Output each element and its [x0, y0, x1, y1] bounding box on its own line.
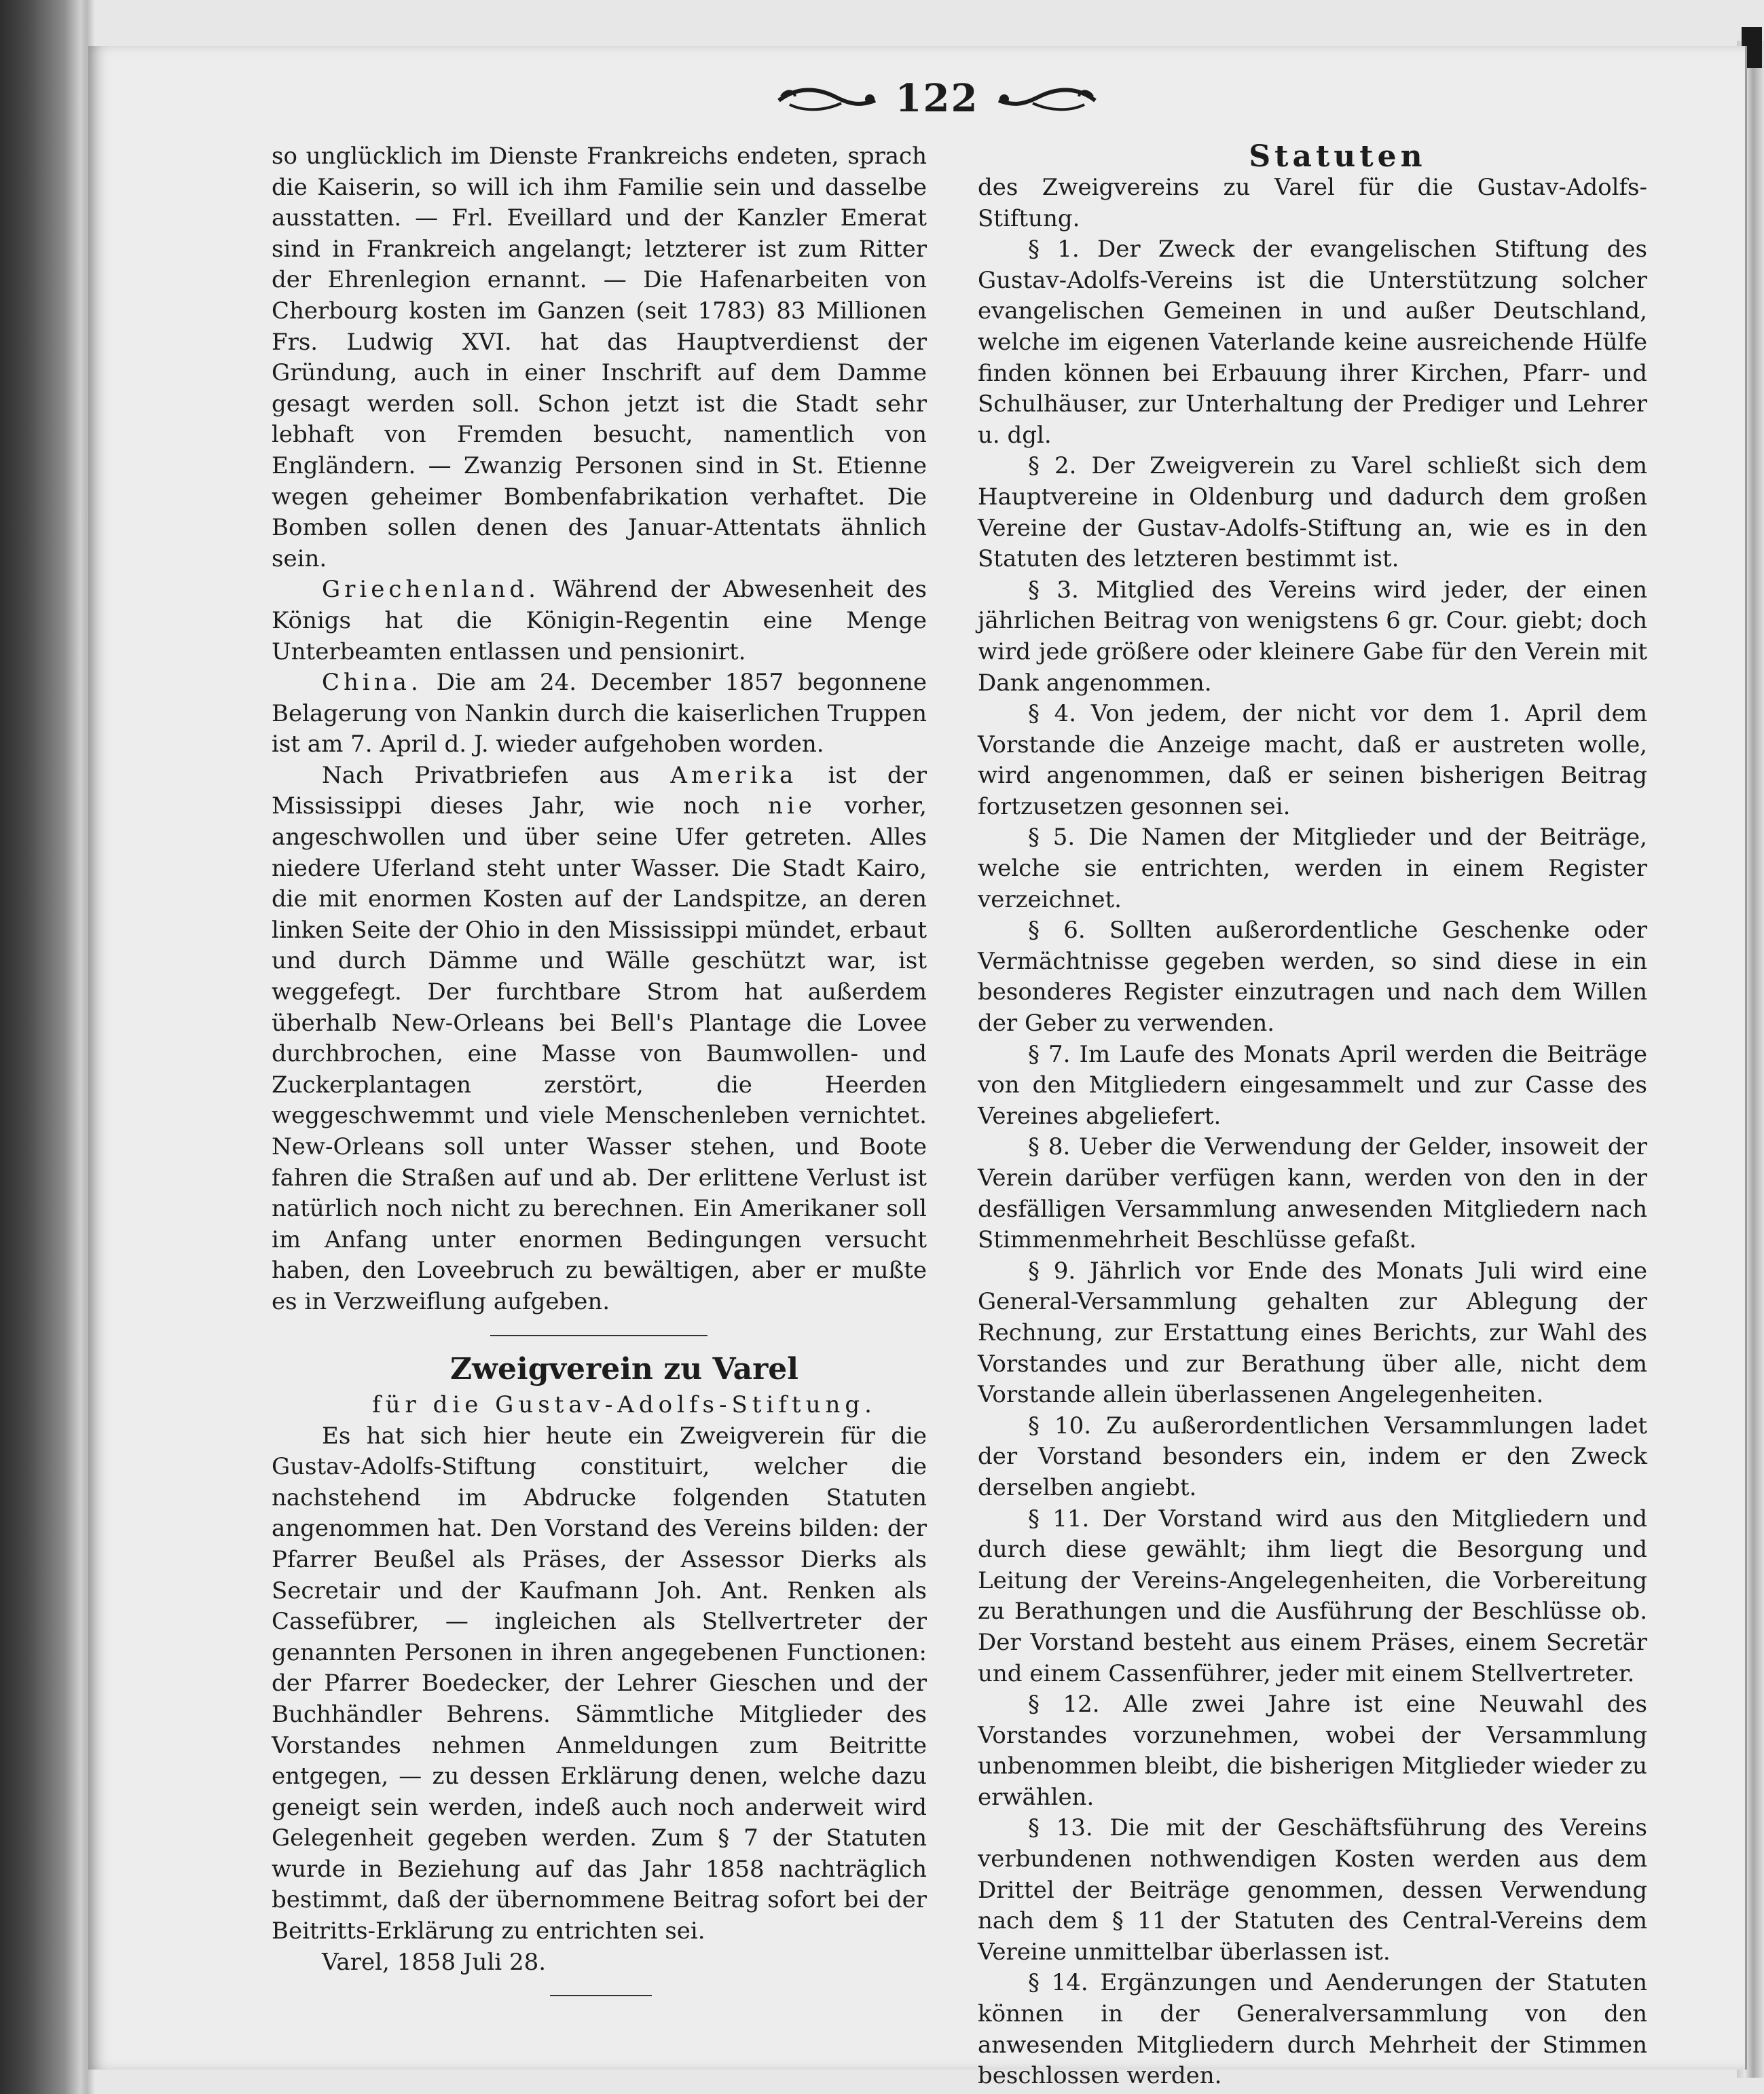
statute-7: § 7. Im Laufe des Monats April werden die Beiträge von den Mitgliedern eingesammelt und zur Casse des Vereines abgeliefert.: [978, 1040, 1647, 1130]
statute-8: § 8. Ueber die Verwendung der Gelder, insoweit der Verein darüber verfügen kann, werden von den in der desfälligen Versammlung anwesenden Mitgliedern nach Stimmenmehrheit Beschlüsse gefaßt.: [978, 1133, 1647, 1254]
greece-text: Während der Abwesenheit des Königs hat die Königin-Regentin eine Menge Unterbeamten entlassen und pensionirt.: [272, 576, 927, 665]
statuten-subtitle: des Zweigvereins zu Varel für die Gustav-Adolfs-Stiftung.: [978, 174, 1647, 232]
america-mid: ist der Mississippi dieses Jahr, wie noch: [272, 761, 927, 820]
date-line: Varel, 1858 Juli 28.: [322, 1948, 547, 1976]
america-label: Amerika: [670, 761, 798, 789]
statute-2: § 2. Der Zweigverein zu Varel schließt sich dem Hauptvereine in Oldenburg und dadurch dem großen Vereine der Gustav-Adolfs-Stiftung an, wie es in den Statuten des letzteren bestimmt ist.: [978, 452, 1647, 573]
statute-5: § 5. Die Namen der Mitglieder und der Beiträge, welche sie entrichten, werden in einem Register verzeichnet.: [978, 824, 1647, 913]
left-column: [272, 141, 927, 2010]
statute-11: § 11. Der Vorstand wird aus den Mitgliedern und durch diese gewählt; ihm liegt die Besorgung und Leitung der Vereins-Angelegenheiten, die Vorbereitung zu Berathungen und die Ausführung der Beschlüsse ob. Der Vorstand besteht aus einem Präses, einem Secretär und einem Cassenführer, jeder mit einem Stellvertreter.: [978, 1505, 1647, 1687]
varel-heading: Zweigverein zu Varel: [449, 1351, 799, 1386]
greece-label: Griechenland.: [322, 576, 540, 604]
statute-10: § 10. Zu außerordentlichen Versammlungen ladet der Vorstand besonders ein, indem er den Zweck derselben angiebt.: [978, 1412, 1647, 1501]
varel-subheading: für die Gustav-Adolfs-Stiftung.: [372, 1391, 877, 1418]
page-header: [760, 68, 1114, 129]
statute-13: § 13. Die mit der Geschäftsführung des Vereins verbundenen nothwendigen Kosten werden aus dem Drittel der Beiträge genommen, dessen Verwendung nach dem § 11 der Statuten des Central-Vereins dem Vereine unmittelbar überlassen ist.: [978, 1814, 1647, 1966]
statuten-title: Statuten: [1249, 139, 1427, 174]
china-paragraph: [272, 667, 927, 760]
section-divider: [272, 1318, 927, 1351]
america-pre: Nach Privatbriefen aus: [322, 761, 671, 789]
statute-14: § 14. Ergänzungen und Aenderungen der Statuten können in der Generalversammlung von den anwesenden Mitgliedern durch Mehrheit der Stimmen beschlossen werden.: [978, 1969, 1647, 2090]
america-text: vorher, angeschwollen und über seine Ufer getreten. Alles niedere Uferland steht unter Wasser. Die Stadt Kairo, die mit enormen Kosten auf der Landspitze, an deren linken Seite der Ohio in den Mississippi mündet, erbaut und durch Dämme und Wälle geschützt war, ist weggefegt. Der furchtbare Strom hat außerdem überhalb New-Orleans bei Bell's Plantage die Lovee durchbrochen, eine Masse von Baumwollen- und Zuckerplantagen zerstört, die Heerden weggeschwemmt und viele Menschenleben vernichtet. New-Orleans soll unter Wasser stehen, und Boote fahren die Straßen auf und ab. Der erlittene Verlust ist natürlich noch nicht zu berechnen. Ein Amerikaner soll im Anfang unter enormen Bedingungen versucht haben, den Loveebruch zu bewältigen, aber er mußte es in Verzweiflung aufgeben.: [272, 792, 927, 1315]
right-column: [978, 141, 1647, 2092]
page-number: 122: [895, 76, 979, 121]
varel-paragraph: Es hat sich hier heute ein Zweigverein für die Gustav-Adolfs-Stiftung constituirt, welcher die nachstehend im Abdrucke folgenden Statuten angenommen hat. Den Vorstand des Vereins bilden: der Pfarrer Beußel als Präses, der Assessor Dierks als Secretair und der Kaufmann Joh. Ant. Renken als Cassefübrer, — ingleichen als Stellvertreter der genannten Personen in ihren angegebenen Functionen: der Pfarrer Boedecker, der Lehrer Gieschen und der Buchhändler Behrens. Sämmtliche Mitglieder des Vorstandes nehmen Anmeldungen zum Beitritte entgegen, — zu dessen Erklärung denen, welche dazu geneigt sein werden, indeß auch noch anderweit wird Gelegenheit gegeben werden. Zum § 7 der Statuten wurde in Beziehung auf das Jahr 1858 nachträglich bestimmt, daß der übernommene Beitrag sofort bei der Beitritts-Erklärung zu entrichten sei.: [272, 1422, 927, 1945]
china-label: China.: [322, 669, 422, 697]
china-text: Die am 24. December 1857 begonnene Belagerung von Nankin durch die kaiserlichen Truppen ist am 7. April d. J. wieder aufgehoben worden.: [272, 669, 927, 758]
america-paragraph: [272, 760, 927, 1318]
france-paragraph: so unglücklich im Dienste Frankreichs endeten, sprach die Kaiserin, so will ich ihm Familie sein und dasselbe ausstatten. — Frl. Eveillard und der Kanzler Emerat sind in Frankreich angelangt; letzterer ist zum Ritter der Ehrenlegion ernannt. — Die Hafenarbeiten von Cherbourg kosten im Ganzen (seit 1783) 83 Millionen Frs. Ludwig XVI. hat das Hauptverdienst der Gründung, auch in einer Inschrift auf dem Damme gesagt werden soll. Schon jetzt ist die Stadt sehr lebhaft von Fremden besucht, namentlich von Engländern. — Zwanzig Personen sind in St. Etienne wegen geheimer Bombenfabrikation verhaftet. Die Bomben sollen denen des Januar-Attentats ähnlich sein.: [272, 143, 927, 572]
statute-3: § 3. Mitglied des Vereins wird jeder, der einen jährlichen Beitrag von wenigstens 6 gr. Cour. giebt; doch wird jede größere oder kleinere Gabe für den Verein mit Dank angenommen.: [978, 576, 1647, 697]
flourish-left-icon: [776, 81, 878, 115]
statute-1: § 1. Der Zweck der evangelischen Stiftung des Gustav-Adolfs-Vereins ist die Unterstützung solcher evangelischen Gemeinen in und außer Deutschland, welche im eigenen Vaterlande keine ausreichende Hülfe finden können bei Erbauung ihrer Kirchen, Pfarr- und Schulhäuser, zur Unterhaltung der Prediger und Lehrer u. dgl.: [978, 236, 1647, 449]
statute-9: § 9. Jährlich vor Ende des Monats Juli wird eine General-Versammlung gehalten zur Ablegung der Rechnung, zur Erstattung eines Berichts, zur Wahl des Vorstandes und zur Berathung über alle, nicht dem Vorstande allein überlassenen Angelegenheiten.: [978, 1257, 1647, 1409]
statute-4: § 4. Von jedem, der nicht vor dem 1. April dem Vorstande die Anzeige macht, daß er austreten wolle, wird angenommen, daß er seinen bisherigen Beitrag fortzusetzen gesonnen sei.: [978, 700, 1647, 820]
statute-6: § 6. Sollten außerordentliche Geschenke oder Vermächtnisse gegeben werden, so sind diese in ein besonderes Register einzutragen und nach dem Willen der Geber zu verwenden.: [978, 917, 1647, 1037]
statute-12: § 12. Alle zwei Jahre ist eine Neuwahl des Vorstandes vorzunehmen, wobei der Versammlung unbenommen bleibt, die bisherigen Mitglieder wieder zu erwählen.: [978, 1691, 1647, 1811]
end-divider: [272, 1978, 927, 2010]
flourish-right-icon: [996, 81, 1098, 115]
america-emphasis: nie: [768, 792, 816, 820]
greece-paragraph: [272, 574, 927, 667]
